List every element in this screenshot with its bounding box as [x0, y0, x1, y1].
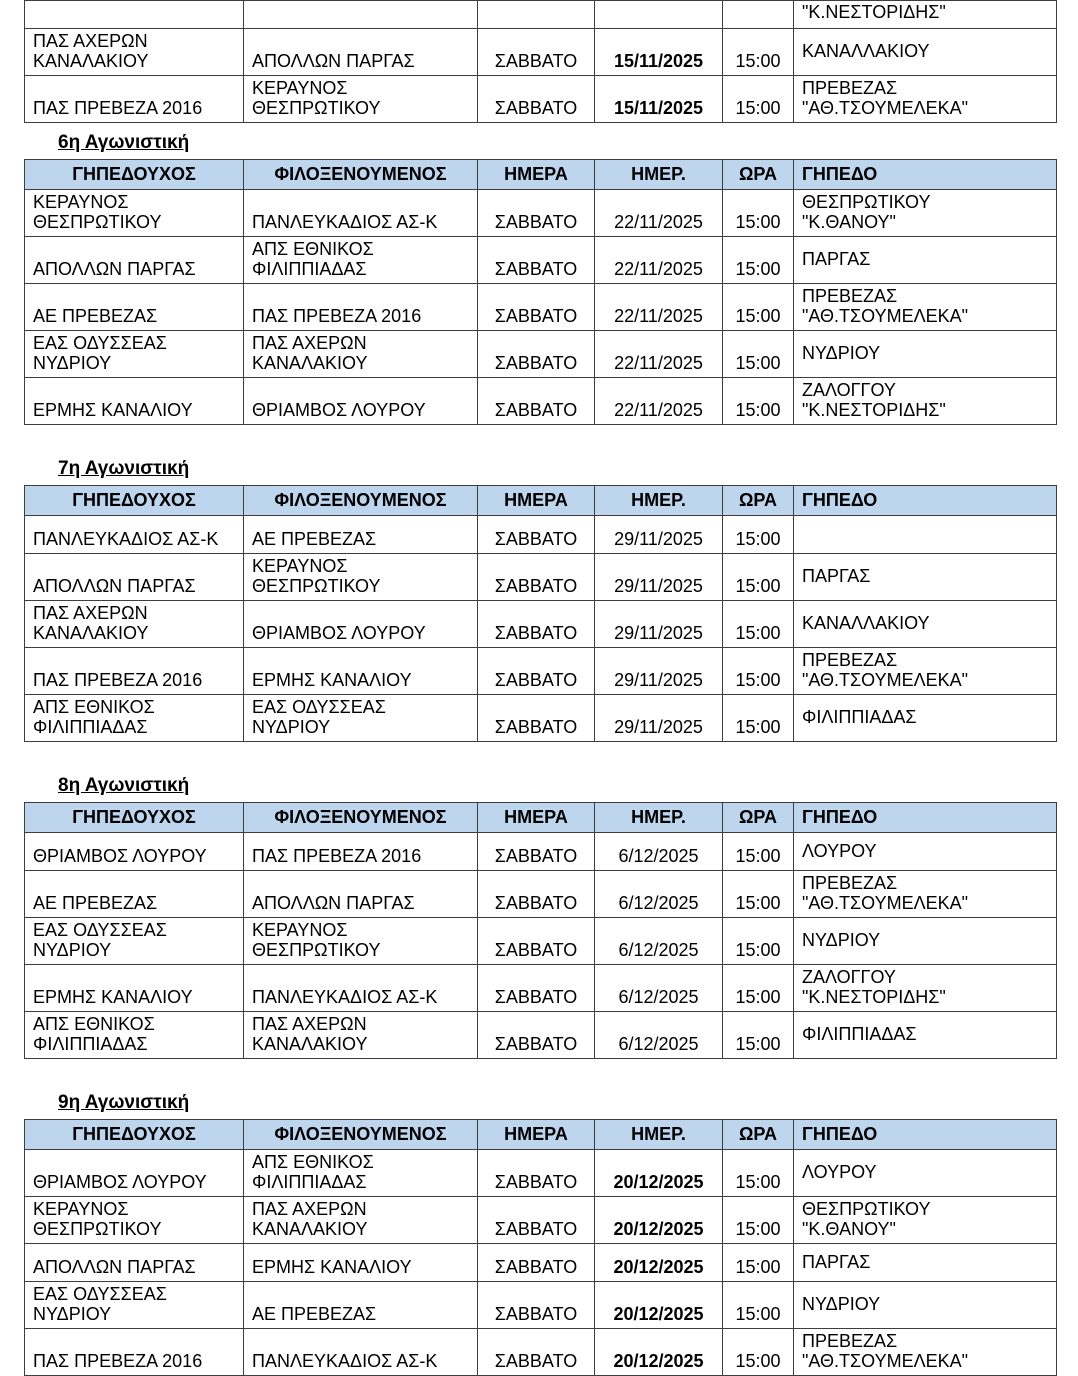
- column-header-day: ΗΜΕΡΑ: [478, 1120, 595, 1150]
- continuation-fixtures-table: [24, 0, 1057, 123]
- cell-time: 15:00: [723, 1197, 794, 1244]
- cell-away-team: ΚΕΡΑΥΝΟΣ ΘΕΣΠΡΩΤΙΚΟΥ: [244, 918, 478, 965]
- cell-away-team: ΕΑΣ ΟΔΥΣΣΕΑΣ ΝΥΔΡΙΟΥ: [244, 695, 478, 742]
- cell-date: 20/12/2025: [595, 1329, 723, 1376]
- cell-home-team: ΑΠΟΛΛΩΝ ΠΑΡΓΑΣ: [25, 237, 244, 284]
- cell-away-team: ΑΕ ΠΡΕΒΕΖΑΣ: [244, 516, 478, 554]
- fixtures-table: [24, 159, 1057, 425]
- cell-day: ΣΑΒΒΑΤΟ: [478, 965, 595, 1012]
- cell-venue: ΘΕΣΠΡΩΤΙΚΟΥ "Κ.ΘΑΝΟΥ": [794, 1197, 1057, 1244]
- cell-date: 20/12/2025: [595, 1150, 723, 1197]
- column-header-time: ΩΡΑ: [723, 803, 794, 833]
- cell-venue: ΛΟΥΡΟΥ: [794, 833, 1057, 871]
- cell-time: 15:00: [723, 1150, 794, 1197]
- column-header-home: ΓΗΠΕΔΟΥΧΟΣ: [25, 160, 244, 190]
- table-row: [25, 331, 1057, 378]
- cell-date: 6/12/2025: [595, 833, 723, 871]
- cell-venue: ΚΑΝΑΛΛΑΚΙΟΥ: [794, 29, 1057, 76]
- cell-home-team: ΑΠΟΛΛΩΝ ΠΑΡΓΑΣ: [25, 1244, 244, 1282]
- cell-home-team: ΠΑΣ ΠΡΕΒΕΖΑ 2016: [25, 76, 244, 123]
- matchday-title: 6η Αγωνιστική: [58, 132, 190, 153]
- cell-time: 15:00: [723, 918, 794, 965]
- table-header-row: [25, 1120, 1057, 1150]
- cell-day: ΣΑΒΒΑΤΟ: [478, 1150, 595, 1197]
- cell-home-team: ΑΠΣ ΕΘΝΙΚΟΣ ΦΙΛΙΠΠΙΑΔΑΣ: [25, 695, 244, 742]
- cell-date: 22/11/2025: [595, 237, 723, 284]
- matchday-section: [0, 774, 1078, 1059]
- cell-date: 29/11/2025: [595, 554, 723, 601]
- cell-away-team: ΠΑΣ ΠΡΕΒΕΖΑ 2016: [244, 284, 478, 331]
- cell-away-team: [244, 1, 478, 29]
- cell-time: 15:00: [723, 1244, 794, 1282]
- cell-day: ΣΑΒΒΑΤΟ: [478, 1012, 595, 1059]
- cell-date: 22/11/2025: [595, 284, 723, 331]
- cell-date: 15/11/2025: [595, 76, 723, 123]
- cell-home-team: ΚΕΡΑΥΝΟΣ ΘΕΣΠΡΩΤΙΚΟΥ: [25, 1197, 244, 1244]
- cell-date: 22/11/2025: [595, 190, 723, 237]
- cell-home-team: ΑΕ ΠΡΕΒΕΖΑΣ: [25, 284, 244, 331]
- column-header-date: ΗΜΕΡ.: [595, 160, 723, 190]
- cell-date: 22/11/2025: [595, 378, 723, 425]
- table-row: [25, 378, 1057, 425]
- cell-away-team: ΠΑΣ ΑΧΕΡΩΝ ΚΑΝΑΛΑΚΙΟΥ: [244, 1197, 478, 1244]
- cell-day: ΣΑΒΒΑΤΟ: [478, 76, 595, 123]
- column-header-time: ΩΡΑ: [723, 486, 794, 516]
- cell-venue: ΖΑΛΟΓΓΟΥ "Κ.ΝΕΣΤΟΡΙΔΗΣ": [794, 965, 1057, 1012]
- cell-away-team: ΚΕΡΑΥΝΟΣ ΘΕΣΠΡΩΤΙΚΟΥ: [244, 76, 478, 123]
- cell-date: 6/12/2025: [595, 871, 723, 918]
- cell-home-team: ΕΡΜΗΣ ΚΑΝΑΛΙΟΥ: [25, 378, 244, 425]
- cell-away-team: ΑΠΣ ΕΘΝΙΚΟΣ ΦΙΛΙΠΠΙΑΔΑΣ: [244, 1150, 478, 1197]
- cell-time: 15:00: [723, 190, 794, 237]
- cell-date: 29/11/2025: [595, 601, 723, 648]
- cell-day: ΣΑΒΒΑΤΟ: [478, 918, 595, 965]
- cell-day: ΣΑΒΒΑΤΟ: [478, 871, 595, 918]
- cell-away-team: ΑΠΟΛΛΩΝ ΠΑΡΓΑΣ: [244, 871, 478, 918]
- cell-home-team: ΑΠΟΛΛΩΝ ΠΑΡΓΑΣ: [25, 554, 244, 601]
- cell-time: 15:00: [723, 648, 794, 695]
- cell-time: 15:00: [723, 378, 794, 425]
- cell-venue: ΚΑΝΑΛΛΑΚΙΟΥ: [794, 601, 1057, 648]
- column-header-time: ΩΡΑ: [723, 160, 794, 190]
- matchday-title: 7η Αγωνιστική: [58, 458, 190, 479]
- column-header-away: ΦΙΛΟΞΕΝΟΥΜΕΝΟΣ: [244, 1120, 478, 1150]
- cell-home-team: ΘΡΙΑΜΒΟΣ ΛΟΥΡΟΥ: [25, 833, 244, 871]
- cell-date: 29/11/2025: [595, 695, 723, 742]
- cell-time: 15:00: [723, 1282, 794, 1329]
- table-row: [25, 871, 1057, 918]
- table-row: [25, 516, 1057, 554]
- column-header-away: ΦΙΛΟΞΕΝΟΥΜΕΝΟΣ: [244, 160, 478, 190]
- cell-venue: ΠΡΕΒΕΖΑΣ "ΑΘ.ΤΣΟΥΜΕΛΕΚΑ": [794, 648, 1057, 695]
- table-row: [25, 237, 1057, 284]
- column-header-venue: ΓΗΠΕΔΟ: [794, 803, 1057, 833]
- cell-home-team: ΠΑΝΛΕΥΚΑΔΙΟΣ ΑΣ-Κ: [25, 516, 244, 554]
- table-row: [25, 918, 1057, 965]
- cell-day: ΣΑΒΒΑΤΟ: [478, 1244, 595, 1282]
- table-header-row: [25, 160, 1057, 190]
- cell-away-team: ΕΡΜΗΣ ΚΑΝΑΛΙΟΥ: [244, 648, 478, 695]
- cell-day: ΣΑΒΒΑΤΟ: [478, 284, 595, 331]
- cell-away-team: ΑΠΣ ΕΘΝΙΚΟΣ ΦΙΛΙΠΠΙΑΔΑΣ: [244, 237, 478, 284]
- cell-home-team: ΘΡΙΑΜΒΟΣ ΛΟΥΡΟΥ: [25, 1150, 244, 1197]
- cell-venue: ΦΙΛΙΠΠΙΑΔΑΣ: [794, 695, 1057, 742]
- cell-day: [478, 1, 595, 29]
- column-header-date: ΗΜΕΡ.: [595, 1120, 723, 1150]
- cell-time: 15:00: [723, 695, 794, 742]
- table-row: [25, 1244, 1057, 1282]
- cell-day: ΣΑΒΒΑΤΟ: [478, 1282, 595, 1329]
- table-row: [25, 601, 1057, 648]
- fixtures-table: [24, 485, 1057, 742]
- column-header-away: ΦΙΛΟΞΕΝΟΥΜΕΝΟΣ: [244, 803, 478, 833]
- cell-away-team: ΠΑΣ ΑΧΕΡΩΝ ΚΑΝΑΛΑΚΙΟΥ: [244, 331, 478, 378]
- table-row: [25, 76, 1057, 123]
- table-row: [25, 1197, 1057, 1244]
- cell-home-team: ΕΑΣ ΟΔΥΣΣΕΑΣ ΝΥΔΡΙΟΥ: [25, 331, 244, 378]
- cell-day: ΣΑΒΒΑΤΟ: [478, 601, 595, 648]
- matchday-title: 9η Αγωνιστική: [58, 1092, 190, 1113]
- column-header-away: ΦΙΛΟΞΕΝΟΥΜΕΝΟΣ: [244, 486, 478, 516]
- cell-venue: ΠΡΕΒΕΖΑΣ "ΑΘ.ΤΣΟΥΜΕΛΕΚΑ": [794, 871, 1057, 918]
- matchday-section: [0, 131, 1078, 425]
- table-row: [25, 190, 1057, 237]
- cell-time: 15:00: [723, 284, 794, 331]
- cell-day: ΣΑΒΒΑΤΟ: [478, 1197, 595, 1244]
- cell-day: ΣΑΒΒΑΤΟ: [478, 29, 595, 76]
- cell-away-team: ΠΑΣ ΑΧΕΡΩΝ ΚΑΝΑΛΑΚΙΟΥ: [244, 1012, 478, 1059]
- cell-away-team: ΘΡΙΑΜΒΟΣ ΛΟΥΡΟΥ: [244, 601, 478, 648]
- cell-home-team: ΕΑΣ ΟΔΥΣΣΕΑΣ ΝΥΔΡΙΟΥ: [25, 1282, 244, 1329]
- cell-time: 15:00: [723, 1012, 794, 1059]
- cell-home-team: ΚΕΡΑΥΝΟΣ ΘΕΣΠΡΩΤΙΚΟΥ: [25, 190, 244, 237]
- cell-time: 15:00: [723, 833, 794, 871]
- column-header-venue: ΓΗΠΕΔΟ: [794, 486, 1057, 516]
- cell-day: ΣΑΒΒΑΤΟ: [478, 331, 595, 378]
- cell-day: ΣΑΒΒΑΤΟ: [478, 648, 595, 695]
- cell-home-team: ΑΕ ΠΡΕΒΕΖΑΣ: [25, 871, 244, 918]
- cell-time: 15:00: [723, 516, 794, 554]
- cell-day: ΣΑΒΒΑΤΟ: [478, 237, 595, 284]
- cell-date: 15/11/2025: [595, 29, 723, 76]
- cell-home-team: ΠΑΣ ΠΡΕΒΕΖΑ 2016: [25, 648, 244, 695]
- cell-away-team: ΑΠΟΛΛΩΝ ΠΑΡΓΑΣ: [244, 29, 478, 76]
- matchday-title: 8η Αγωνιστική: [58, 775, 190, 796]
- column-header-time: ΩΡΑ: [723, 1120, 794, 1150]
- cell-day: ΣΑΒΒΑΤΟ: [478, 516, 595, 554]
- cell-time: 15:00: [723, 237, 794, 284]
- cell-date: 22/11/2025: [595, 331, 723, 378]
- cell-venue: ΛΟΥΡΟΥ: [794, 1150, 1057, 1197]
- table-row: [25, 1012, 1057, 1059]
- cell-venue: ΦΙΛΙΠΠΙΑΔΑΣ: [794, 1012, 1057, 1059]
- cell-venue: ΠΑΡΓΑΣ: [794, 554, 1057, 601]
- cell-home-team: [25, 1, 244, 29]
- cell-home-team: ΕΑΣ ΟΔΥΣΣΕΑΣ ΝΥΔΡΙΟΥ: [25, 918, 244, 965]
- column-header-date: ΗΜΕΡ.: [595, 803, 723, 833]
- cell-date: [595, 1, 723, 29]
- cell-venue: ΝΥΔΡΙΟΥ: [794, 331, 1057, 378]
- cell-day: ΣΑΒΒΑΤΟ: [478, 554, 595, 601]
- column-header-day: ΗΜΕΡΑ: [478, 160, 595, 190]
- cell-date: 20/12/2025: [595, 1282, 723, 1329]
- table-row: [25, 695, 1057, 742]
- table-row: [25, 1282, 1057, 1329]
- cell-venue: ΠΡΕΒΕΖΑΣ "ΑΘ.ΤΣΟΥΜΕΛΕΚΑ": [794, 76, 1057, 123]
- cell-venue: ΘΕΣΠΡΩΤΙΚΟΥ "Κ.ΘΑΝΟΥ": [794, 190, 1057, 237]
- cell-venue: ΖΑΛΟΓΓΟΥ "Κ.ΝΕΣΤΟΡΙΔΗΣ": [794, 378, 1057, 425]
- cell-home-team: ΑΠΣ ΕΘΝΙΚΟΣ ΦΙΛΙΠΠΙΑΔΑΣ: [25, 1012, 244, 1059]
- cell-venue: ΠΑΡΓΑΣ: [794, 1244, 1057, 1282]
- table-row: [25, 965, 1057, 1012]
- column-header-day: ΗΜΕΡΑ: [478, 803, 595, 833]
- cell-venue: ΝΥΔΡΙΟΥ: [794, 1282, 1057, 1329]
- cell-home-team: ΠΑΣ ΑΧΕΡΩΝ ΚΑΝΑΛΑΚΙΟΥ: [25, 601, 244, 648]
- table-row: [25, 833, 1057, 871]
- cell-away-team: ΚΕΡΑΥΝΟΣ ΘΕΣΠΡΩΤΙΚΟΥ: [244, 554, 478, 601]
- cell-date: 6/12/2025: [595, 1012, 723, 1059]
- cell-date: 6/12/2025: [595, 918, 723, 965]
- cell-away-team: ΘΡΙΑΜΒΟΣ ΛΟΥΡΟΥ: [244, 378, 478, 425]
- cell-date: 20/12/2025: [595, 1244, 723, 1282]
- table-row: [25, 29, 1057, 76]
- cell-day: ΣΑΒΒΑΤΟ: [478, 1329, 595, 1376]
- column-header-home: ΓΗΠΕΔΟΥΧΟΣ: [25, 1120, 244, 1150]
- cell-away-team: ΠΑΝΛΕΥΚΑΔΙΟΣ ΑΣ-Κ: [244, 1329, 478, 1376]
- cell-venue: ΠΡΕΒΕΖΑΣ "ΑΘ.ΤΣΟΥΜΕΛΕΚΑ": [794, 1329, 1057, 1376]
- cell-day: ΣΑΒΒΑΤΟ: [478, 190, 595, 237]
- cell-home-team: ΕΡΜΗΣ ΚΑΝΑΛΙΟΥ: [25, 965, 244, 1012]
- cell-time: 15:00: [723, 76, 794, 123]
- cell-home-team: ΠΑΣ ΠΡΕΒΕΖΑ 2016: [25, 1329, 244, 1376]
- cell-date: 29/11/2025: [595, 516, 723, 554]
- cell-time: 15:00: [723, 871, 794, 918]
- cell-away-team: ΠΑΝΛΕΥΚΑΔΙΟΣ ΑΣ-Κ: [244, 190, 478, 237]
- cell-away-team: ΠΑΣ ΠΡΕΒΕΖΑ 2016: [244, 833, 478, 871]
- cell-time: 15:00: [723, 601, 794, 648]
- column-header-day: ΗΜΕΡΑ: [478, 486, 595, 516]
- cell-day: ΣΑΒΒΑΤΟ: [478, 695, 595, 742]
- table-row: [25, 284, 1057, 331]
- table-row: [25, 1, 1057, 29]
- cell-date: 6/12/2025: [595, 965, 723, 1012]
- table-header-row: [25, 803, 1057, 833]
- cell-venue: "Κ.ΝΕΣΤΟΡΙΔΗΣ": [794, 1, 1057, 29]
- cell-time: [723, 1, 794, 29]
- column-header-home: ΓΗΠΕΔΟΥΧΟΣ: [25, 803, 244, 833]
- cell-away-team: ΕΡΜΗΣ ΚΑΝΑΛΙΟΥ: [244, 1244, 478, 1282]
- table-row: [25, 554, 1057, 601]
- table-header-row: [25, 486, 1057, 516]
- cell-day: ΣΑΒΒΑΤΟ: [478, 378, 595, 425]
- table-row: [25, 648, 1057, 695]
- column-header-venue: ΓΗΠΕΔΟ: [794, 1120, 1057, 1150]
- cell-away-team: ΠΑΝΛΕΥΚΑΔΙΟΣ ΑΣ-Κ: [244, 965, 478, 1012]
- cell-date: 29/11/2025: [595, 648, 723, 695]
- fixtures-table: [24, 802, 1057, 1059]
- cell-time: 15:00: [723, 965, 794, 1012]
- matchday-section: [0, 1091, 1078, 1376]
- cell-venue: ΠΑΡΓΑΣ: [794, 237, 1057, 284]
- cell-time: 15:00: [723, 331, 794, 378]
- cell-venue: [794, 516, 1057, 554]
- table-row: [25, 1329, 1057, 1376]
- cell-away-team: ΑΕ ΠΡΕΒΕΖΑΣ: [244, 1282, 478, 1329]
- cell-date: 20/12/2025: [595, 1197, 723, 1244]
- column-header-venue: ΓΗΠΕΔΟ: [794, 160, 1057, 190]
- fixtures-table: [24, 1119, 1057, 1376]
- cell-day: ΣΑΒΒΑΤΟ: [478, 833, 595, 871]
- cell-venue: ΠΡΕΒΕΖΑΣ "ΑΘ.ΤΣΟΥΜΕΛΕΚΑ": [794, 284, 1057, 331]
- cell-venue: ΝΥΔΡΙΟΥ: [794, 918, 1057, 965]
- matchday-section: [0, 457, 1078, 742]
- cell-time: 15:00: [723, 554, 794, 601]
- cell-time: 15:00: [723, 29, 794, 76]
- cell-home-team: ΠΑΣ ΑΧΕΡΩΝ ΚΑΝΑΛΑΚΙΟΥ: [25, 29, 244, 76]
- table-row: [25, 1150, 1057, 1197]
- column-header-date: ΗΜΕΡ.: [595, 486, 723, 516]
- cell-time: 15:00: [723, 1329, 794, 1376]
- column-header-home: ΓΗΠΕΔΟΥΧΟΣ: [25, 486, 244, 516]
